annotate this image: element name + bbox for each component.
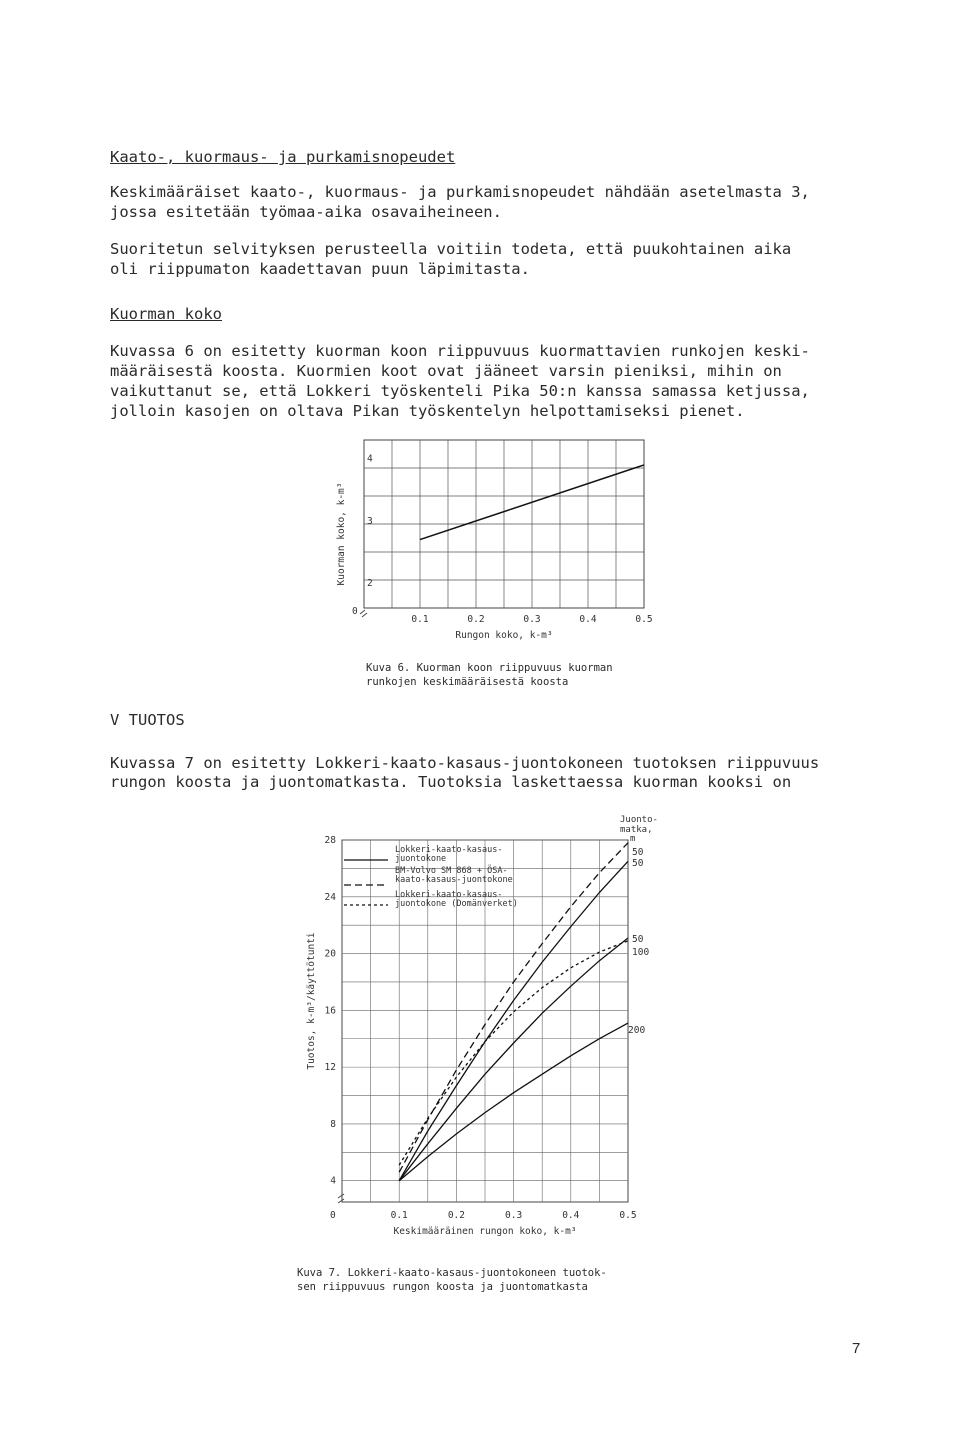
x-axis-label: Rungon koko, k-m³ (455, 630, 553, 641)
x-tick-label: 0.4 (562, 1210, 580, 1221)
y-tick-label: 20 (324, 948, 336, 960)
legend-title: matka, (620, 825, 653, 835)
x-tick-label: 0.1 (411, 614, 429, 625)
paragraph-line: Suoritetun selvityksen perusteella voitiin todeta, että puukohtainen aika (110, 240, 792, 258)
paragraph-line: rungon koosta ja juontomatkasta. Tuotoksia laskettaessa kuorman kooksi on (110, 773, 792, 791)
y-tick-label: 4 (330, 1175, 336, 1187)
legend-label: Lokkeri-kaato-kasaus- (395, 890, 503, 900)
axis-break-mark (360, 610, 367, 617)
paragraph-line: Kuvassa 6 on esitetty kuorman koon riippuvuus kuormattavien runkojen keski- (110, 342, 810, 360)
curve-end-label: 100 (632, 947, 650, 958)
figure-6-caption: runkojen keskimääräisestä koosta (366, 676, 569, 688)
paragraph-line: jolloin kasojen on oltava Pikan työskentelyn helpottamiseksi pienet. (110, 402, 745, 420)
y-tick-label: 4 (367, 453, 373, 465)
paragraph-line: oli riippumaton kaadettavan puun läpimitasta. (110, 260, 530, 278)
x-tick-label: 0.1 (390, 1210, 408, 1221)
y-tick-label: 2 (367, 578, 373, 590)
y-tick-label: 8 (330, 1118, 336, 1130)
y-axis-label: Tuotos, k-m³/käyttötunti (306, 932, 317, 1070)
x-tick-label: 0.3 (523, 614, 541, 625)
paragraph-line: Kuvassa 7 on esitetty Lokkeri-kaato-kasaus-juontokoneen tuotoksen riippuvuus (110, 754, 820, 772)
legend-label: BM-Volvo SM 868 + ÖSA- (395, 866, 508, 876)
figure-6-chart (320, 430, 660, 650)
curve-end-label: 200 (628, 1025, 646, 1036)
legend-label: juontokone (Domänverket) (395, 899, 518, 909)
figure-7-caption: Kuva 7. Lokkeri-kaato-kasaus-juontokoneen tuotok- (297, 1267, 607, 1279)
origin-label: 0 (330, 1210, 336, 1221)
y-tick-label: 12 (324, 1062, 336, 1074)
y-tick-label: 24 (324, 891, 336, 903)
paragraph-line: Keskimääräiset kaato-, kuormaus- ja purkamisnopeudet nähdään asetelmasta 3, (110, 183, 810, 201)
x-tick-label: 0.4 (579, 614, 597, 625)
paragraph-line: määräisestä koosta. Kuormien koot ovat jääneet varsin pieniksi, mihin on (110, 362, 782, 380)
section-heading: V TUOTOS (110, 711, 185, 729)
figure-7-caption: sen riippuvuus rungon koosta ja juontomatkasta (297, 1281, 588, 1293)
y-tick-label: 28 (324, 835, 336, 846)
x-tick-label: 0.2 (447, 1210, 465, 1221)
legend-label: kaato-kasaus-juontokone (395, 875, 513, 885)
y-tick-label: 16 (324, 1005, 336, 1017)
x-tick-label: 0.3 (505, 1210, 523, 1221)
curve-end-label: 50 (632, 858, 644, 869)
x-tick-label: 0.2 (467, 614, 485, 625)
curve-end-label: 50 (632, 934, 644, 945)
curve-end-label: 50 (632, 847, 644, 858)
figure-7-chart (300, 800, 700, 1245)
x-axis-label: Keskimääräinen rungon koko, k-m³ (393, 1226, 577, 1237)
legend-title: m (630, 834, 636, 844)
heading-felling-speeds: Kaato-, kuormaus- ja purkamisnopeudet (110, 148, 456, 166)
paragraph-line: jossa esitetään työmaa-aika osavaiheineen. (110, 203, 502, 221)
page-number: 7 (852, 1340, 861, 1357)
heading-load-size: Kuorman koko (110, 305, 222, 323)
legend-title: Juonto- (620, 815, 658, 825)
origin-label: 0 (352, 606, 358, 617)
legend-label: Lokkeri-kaato-kasaus- (395, 845, 503, 855)
x-tick-label: 0.5 (619, 1210, 637, 1221)
figure-6-caption: Kuva 6. Kuorman koon riippuvuus kuorman (366, 662, 613, 674)
legend-label: juontokone (395, 854, 447, 864)
x-tick-label: 0.5 (635, 614, 653, 625)
paragraph-line: vaikuttanut se, että Lokkeri työskenteli Pika 50:n kanssa samassa ketjussa, (110, 382, 810, 400)
y-axis-label: Kuorman koko, k-m³ (336, 482, 347, 586)
y-tick-label: 3 (367, 515, 373, 527)
